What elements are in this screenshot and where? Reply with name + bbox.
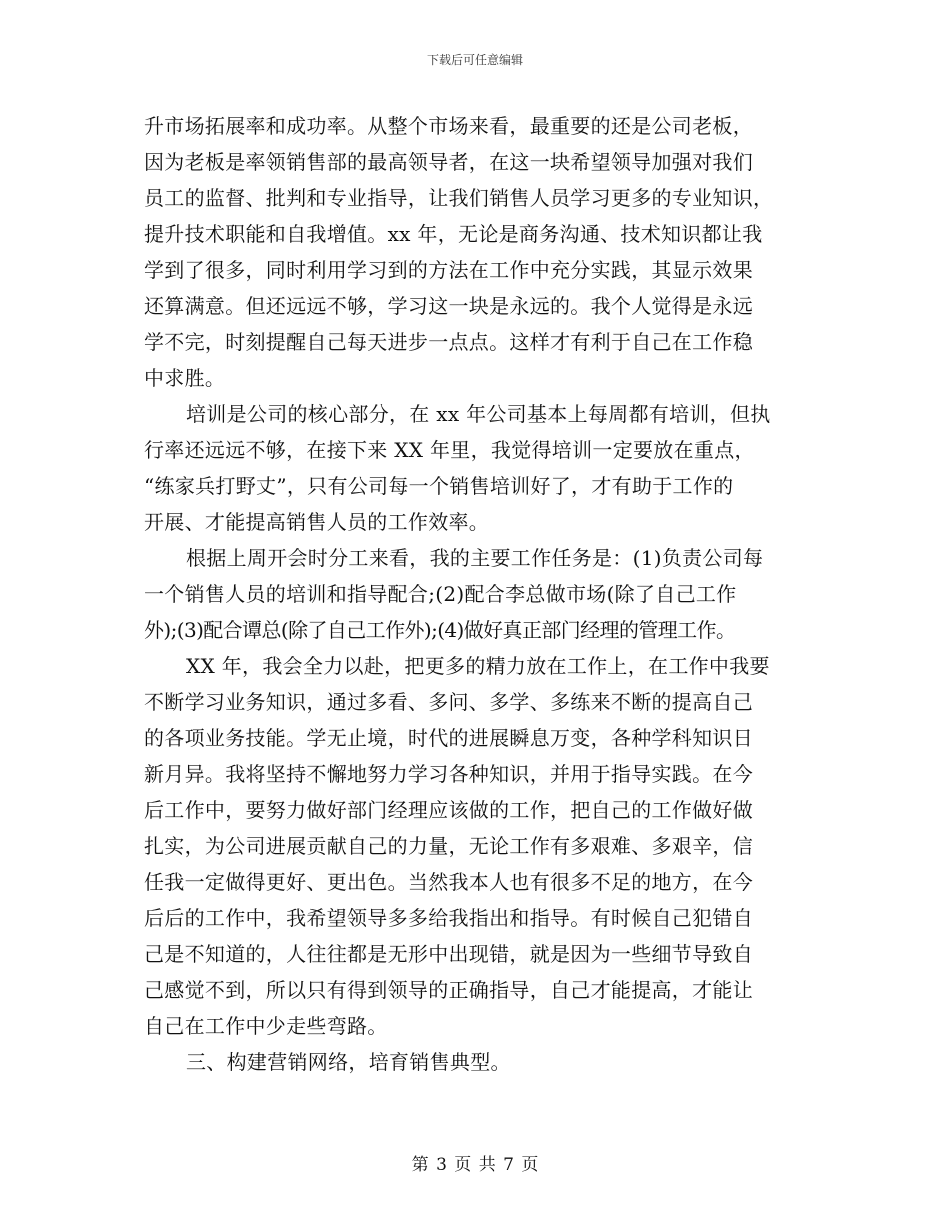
text-line: 外);(3)配合谭总(除了自己工作外);(4)做好真正部门经理的管理工作。 [144,618,736,642]
paragraph-1 [144,108,824,396]
text-line: 扎实，为公司进展贡献自己的力量，无论工作有多艰难、多艰辛，信 [144,834,753,858]
paragraph-2 [144,396,824,540]
document-body [144,108,824,1080]
page-header: 下载后可任意编辑 [426,53,523,67]
text-line: 不断学习业务知识，通过多看、多问、多学、多练来不断的提高自己 [144,690,753,714]
text-line: 己是不知道的，人往往都是无形中出现错，就是因为一些细节导致自 [144,942,753,966]
text-line: 任我一定做得更好、更出色。当然我本人也有很多不足的地方，在今 [144,870,753,894]
text-line: 因为老板是率领销售部的最高领导者，在这一块希望领导加强对我们 [144,150,753,174]
text-line: 培训是公司的核心部分，在 xx 年公司基本上每周都有培训，但执 [186,402,771,426]
text-line: XX 年，我会全力以赴，把更多的精力放在工作上，在工作中我要 [186,654,770,678]
text-line: 学到了很多，同时利用学习到的方法在工作中充分实践，其显示效果 [144,258,753,282]
text-line: 新月异。我将坚持不懈地努力学习各种知识，并用于指导实践。在今 [144,762,753,786]
paragraph-4 [144,648,824,1044]
text-line: 己感觉不到，所以只有得到领导的正确指导，自己才能提高，才能让 [144,978,753,1002]
section-heading: 三、构建营销网络，培育销售典型。 [186,1050,511,1074]
paragraph-3 [144,540,824,648]
text-line: “练家兵打野丈”，只有公司每一个销售培训好了，才有助于工作的 [144,474,734,498]
text-line: 员工的监督、批判和专业指导，让我们销售人员学习更多的专业知识， [144,186,774,210]
page-number: 第 3 页 共 7 页 [411,1155,539,1175]
text-line: 后后的工作中，我希望领导多多给我指出和指导。有时候自己犯错自 [144,906,753,930]
text-line: 还算满意。但还远远不够，学习这一块是永远的。我个人觉得是永远 [144,294,753,318]
text-line: 开展、才能提高销售人员的工作效率。 [144,510,490,534]
text-line: 后工作中，要努力做好部门经理应该做的工作，把自己的工作做好做 [144,798,753,822]
text-line: 学不完，时刻提醒自己每天进步一点点。这样才有利于自己在工作稳 [144,330,753,354]
text-line: 行率还远远不够，在接下来 XX 年里，我觉得培训一定要放在重点， [144,438,755,462]
text-line: 根据上周开会时分工来看，我的主要工作任务是：(1)负责公司每 [186,546,764,570]
text-line: 中求胜。 [144,366,226,390]
text-line: 升市场拓展率和成功率。从整个市场来看，最重要的还是公司老板， [144,114,753,138]
paragraph-5 [144,1044,824,1080]
text-line: 提升技术职能和自我增值。xx 年，无论是商务沟通、技术知识都让我 [144,222,763,246]
text-line: 的各项业务技能。学无止境，时代的进展瞬息万变，各种学科知识日 [144,726,753,750]
text-line: 自己在工作中少走些弯路。 [144,1014,388,1038]
text-line: 一个销售人员的培训和指导配合;(2)配合李总做市场(除了自己工作 [144,582,737,606]
